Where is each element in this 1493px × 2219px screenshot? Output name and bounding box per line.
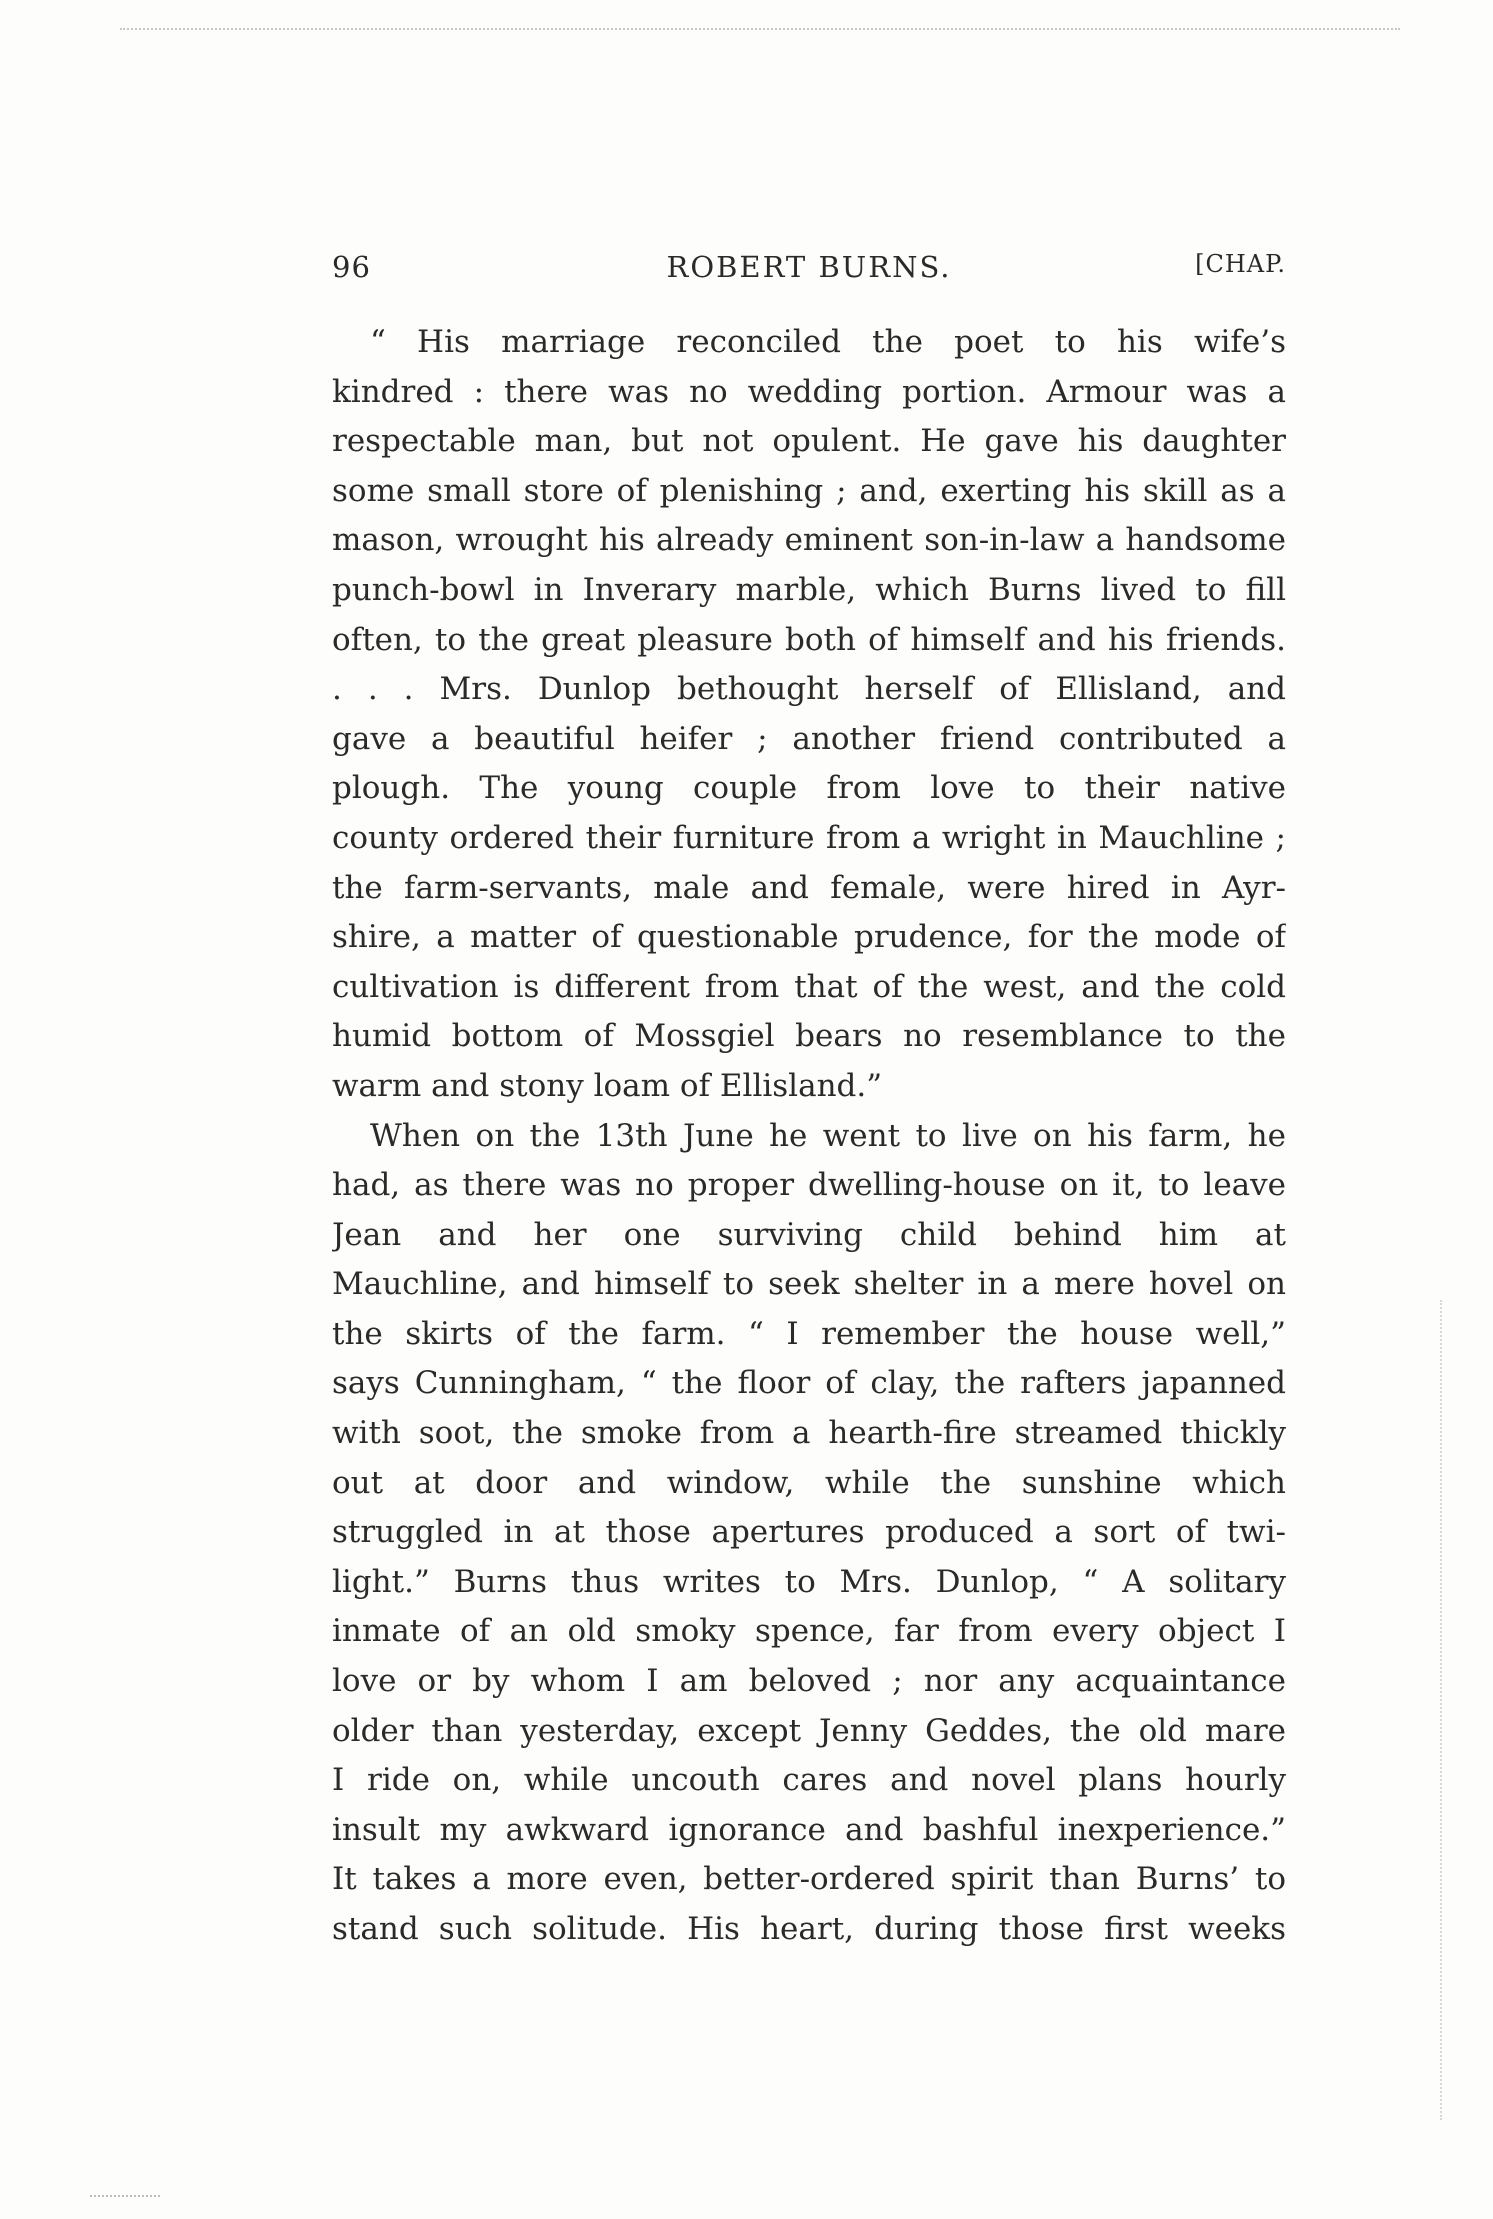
text-line: stand such solitude. His heart, during those first weeks [332, 1911, 1286, 1947]
text-line: cultivation is different from that of the west, and the cold [332, 968, 1286, 1005]
scan-artifact-top [120, 28, 1400, 32]
text-line: punch-bowl in Inverary marble, which Burns lived to fill [332, 571, 1286, 608]
text-line: inmate of an old smoky spence, far from every object I [332, 1613, 1286, 1650]
text-line: says Cunningham, “ the floor of clay, the rafters japanned [332, 1365, 1286, 1402]
text-line: warm and stony loam of Ellisland.” [332, 1067, 883, 1104]
text-line: light.” Burns thus writes to Mrs. Dunlop, “ A solitary [332, 1563, 1286, 1600]
book-title: ROBERT BURNS. [666, 250, 952, 284]
text-line: I ride on, while uncouth cares and novel plans hourly [332, 1762, 1286, 1799]
scan-artifact-bottom [90, 2195, 160, 2199]
text-line: humid bottom of Mossgiel bears no resemblance to the [332, 1018, 1286, 1055]
text-line: gave a beautiful heifer ; another friend contributed a [332, 720, 1286, 757]
text-line: kindred : there was no wedding portion. Armour was a [332, 373, 1286, 410]
text-line: shire, a matter of questionable prudence, for the mode of [332, 919, 1286, 956]
text-line: Jean and her one surviving child behind him at [332, 1216, 1286, 1253]
text-line: older than yesterday, except Jenny Geddes, the old mare [332, 1712, 1286, 1749]
text-line: often, to the great pleasure both of himself and his friends. [332, 621, 1286, 658]
text-line: respectable man, but not opulent. He gave his daughter [332, 423, 1286, 460]
text-line: It takes a more even, better-ordered spirit than Burns’ to [332, 1861, 1286, 1898]
body-text [332, 318, 1286, 1955]
text-line: the skirts of the farm. “ I remember the house well,” [332, 1315, 1286, 1352]
text-line: the farm-servants, male and female, were hired in Ayr- [332, 869, 1286, 906]
text-line: Mauchline, and himself to seek shelter in a mere hovel on [332, 1266, 1286, 1303]
text-line: struggled in at those apertures produced a sort of twi- [332, 1514, 1286, 1551]
text-line: with soot, the smoke from a hearth-fire streamed thickly [332, 1415, 1286, 1452]
text-line: When on the 13th June he went to live on his farm, he [370, 1117, 1286, 1154]
page-number: 96 [332, 250, 371, 284]
text-line: plough. The young couple from love to their native [332, 770, 1286, 807]
chapter-marker: [CHAP. [1195, 250, 1286, 278]
text-line: love or by whom I am beloved ; nor any acquaintance [332, 1663, 1286, 1700]
text-line: had, as there was no proper dwelling-house on it, to leave [332, 1167, 1286, 1204]
text-line: county ordered their furniture from a wright in Mauchline ; [332, 819, 1286, 856]
text-line: mason, wrought his already eminent son-in-law a handsome [332, 522, 1286, 559]
scan-artifact-right-edge [1440, 1300, 1444, 2120]
text-line: out at door and window, while the sunshine which [332, 1464, 1286, 1501]
text-line: . . . Mrs. Dunlop bethought herself of Ellisland, and [332, 671, 1286, 708]
text-line: “ His marriage reconciled the poet to his wife’s [370, 324, 1286, 360]
text-line: some small store of plenishing ; and, exerting his skill as a [332, 472, 1286, 509]
text-line: insult my awkward ignorance and bashful inexperience.” [332, 1811, 1286, 1848]
running-head [332, 250, 1286, 290]
